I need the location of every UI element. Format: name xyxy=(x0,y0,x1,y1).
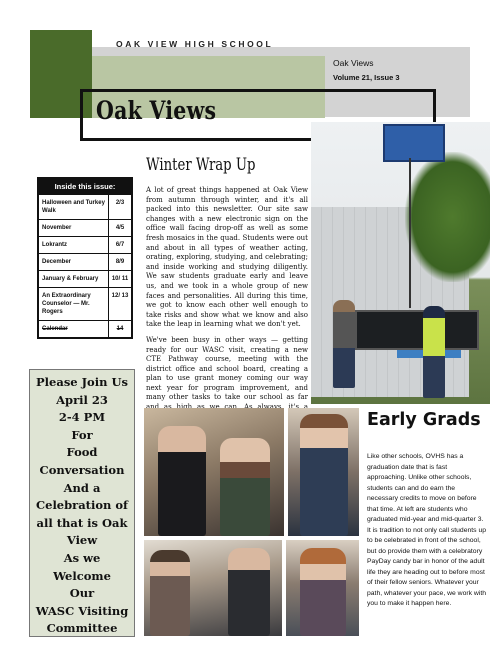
toc-row xyxy=(39,270,131,287)
invitation-line: all that is Oak xyxy=(36,515,128,530)
school-name: OAK VIEW HIGH SCHOOL xyxy=(116,39,274,49)
sign-installation-photo xyxy=(311,122,490,404)
invitation-line: Please Join Us xyxy=(36,375,128,389)
photo-person xyxy=(300,414,348,536)
early-grads-body xyxy=(367,452,487,610)
invitation-line: Celebration of xyxy=(35,498,129,513)
photo-crane-cable xyxy=(409,158,411,308)
photo-person xyxy=(300,548,346,636)
invitation-line: Welcome xyxy=(53,568,111,583)
winter-wrap-up-heading: Winter Wrap Up xyxy=(146,155,256,175)
toc-title: December xyxy=(39,254,109,270)
toc-pages: 12/ 13 xyxy=(111,293,129,299)
invitation-line: Conversation xyxy=(39,462,125,477)
winter-paragraph-2: We've been busy in other ways — getting ready for our WASC visit, creating a new CTE Pathway course, meeting with the district office and school board, creating a plan to use grant money coming our way next year for program improvement, and many other tasks to take our school as far xyxy=(146,335,308,402)
toc-pages: 6/7 xyxy=(115,242,125,248)
toc-row xyxy=(39,287,131,320)
invitation-line: Our xyxy=(69,586,95,601)
issue-volume: Volume 21, Issue 3 xyxy=(333,73,400,82)
invitation-line: View xyxy=(66,533,98,548)
toc-pages: 8/9 xyxy=(115,259,125,265)
invitation-line: As we xyxy=(63,550,101,565)
toc-pages: 2/3 xyxy=(115,200,125,206)
invitation-line: 2-4 PM xyxy=(58,410,106,425)
toc-title: Halloween and Turkey Walk xyxy=(39,195,109,219)
inside-this-issue-box xyxy=(37,177,133,339)
photo-electronic-sign xyxy=(355,310,479,350)
toc-title: Lokrantz xyxy=(39,237,109,253)
toc-row xyxy=(39,253,131,270)
toc-pages-text: 14 xyxy=(116,326,124,332)
toc-title: An Extraordinary Counselor — Mr. Rogers xyxy=(39,288,109,320)
winter-paragraph-1: A lot of great things happened at Oak View from autumn through winter, and it's all packed into this newsletter. Our site saw changes with a new electronic sign on the office wall facing drop-off as well as some fresh mosaics in the quad. Students were out and about in all types of weather acting, orating, exploring, studying, and celebrating; and inside working and studying diligently. We saw students graduate early and leave us, and we took in a whole group of new faces and personalities. All during this time, we got to know each other well enough to take risks and show what we know and also take the leap in learning what we don't yet. xyxy=(146,186,308,329)
invitation-line: Food xyxy=(66,445,98,460)
wasc-invitation-box xyxy=(29,369,135,637)
toc-title xyxy=(39,321,109,337)
toc-row xyxy=(39,194,131,219)
toc-row xyxy=(39,236,131,253)
photo-person xyxy=(158,426,206,536)
grads-photo-3 xyxy=(144,540,282,636)
invitation-line: And a xyxy=(63,480,101,495)
newsletter-title: Oak Views xyxy=(96,96,217,125)
toc-title: November xyxy=(39,220,109,236)
photo-tree xyxy=(405,152,490,282)
grads-photo-1 xyxy=(144,408,284,536)
toc-pages xyxy=(109,321,131,337)
issue-name: Oak Views xyxy=(333,58,374,68)
grads-photo-4 xyxy=(286,540,359,636)
photo-person xyxy=(228,548,270,636)
photo-person xyxy=(150,550,190,636)
grads-photo-2 xyxy=(288,408,359,536)
toc-title-text: Calendar xyxy=(42,326,68,332)
photo-person-right xyxy=(423,306,445,398)
photo-crane-bucket xyxy=(383,124,445,162)
invitation-line: For xyxy=(71,427,93,442)
early-grads-heading: Early Grads xyxy=(367,410,481,430)
early-grads-paragraph: Like other schools, OVHS has a graduation date that is fast approaching. Unlike other schools, students can and do earn the necessary credits to move on before that time. At left are students who graduated mid-year and mid-quarter 3. It is tradition to not only call students up to be celebrated in front of the school, but do provide them with a celebratory PayDay candy bar in honor of the adult life they are heading out to before most of their fellow seniors. Whatever your path, whatever your pace, we work with you to make it happen here. xyxy=(367,453,487,607)
toc-row xyxy=(39,320,131,337)
toc-row xyxy=(39,219,131,236)
invitation-line: WASC Visiting xyxy=(35,603,129,618)
inside-heading: Inside this issue: xyxy=(39,179,131,194)
toc-pages: 10/ 11 xyxy=(111,276,129,282)
toc-title: January & February xyxy=(39,271,109,287)
invitation-line: Committee xyxy=(46,621,118,636)
photo-person-left xyxy=(333,300,355,388)
toc-pages: 4/5 xyxy=(115,225,125,231)
photo-person xyxy=(220,438,270,536)
invitation-line: April 23 xyxy=(56,392,108,407)
winter-wrap-up-body xyxy=(146,186,308,428)
